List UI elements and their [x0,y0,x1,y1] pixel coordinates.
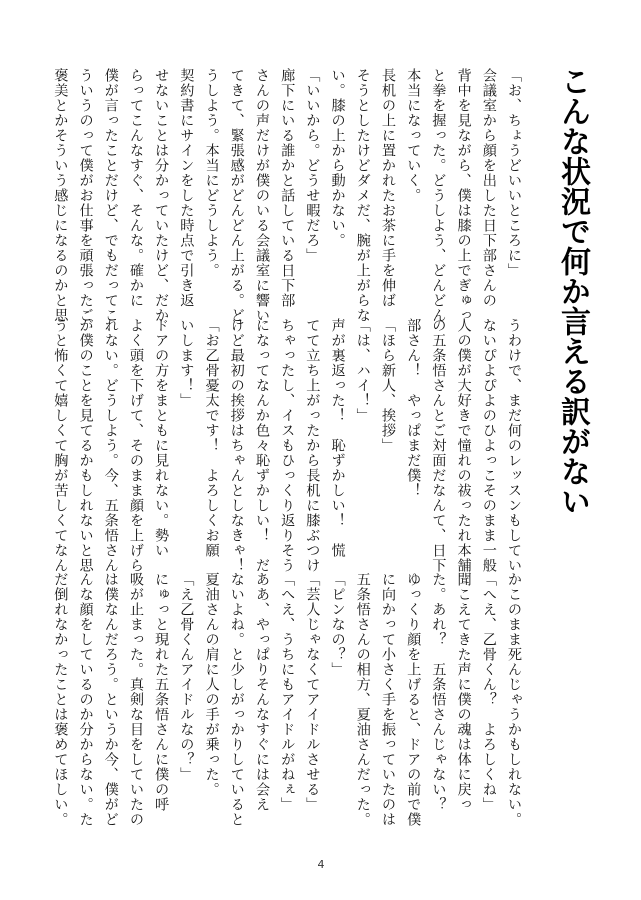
text-line: 「へえ、うちにもアイドルがねぇ」 [279,572,296,812]
text-line: ちゃったし、イスもひっくり返りそう [279,318,296,573]
text-line: た。あれ？ 五条悟さんじゃない？ [430,572,447,812]
text-line: 褒美とかそういう感じになるのかと思 [52,68,69,323]
text-line: ういうのって僕がお仕事を頑張ったご [77,68,94,323]
text-line: 「お乙骨憂太です！ よろしくお願 [203,318,220,558]
text-line: い。膝の上から動かない。 [329,68,346,248]
text-line: は僕なんだろう。というか今、僕がど [102,572,119,827]
text-line: 「芸人じゃなくてアイドルさせる」 [304,572,321,812]
text-line: ドアの方をまともに見れない。勢い [153,318,170,558]
text-line: 五条悟さんの相方、夏油さんだった。 [354,572,371,827]
text-line: と拳を握った。どうしよう、どんどん [430,68,447,323]
text-line: 本当になっていく。 [405,68,422,203]
page-number: 4 [317,858,325,871]
text-line: が僕のことを見てるかもしれないと思 [77,318,94,573]
text-line: 聞こえてきた声に僕の魂は体に戻っ [455,572,472,812]
text-line: そうとしたけどダメだ、腕が上がらな [354,68,371,323]
text-line: ないよね。と少しがっかりしていると [228,572,245,827]
text-line: になってなんか色々恥ずかしい！ だ [253,318,270,573]
text-line: 背中を見ながら、僕は膝の上でぎゅっ [455,68,472,323]
text-line: てて立ち上がったから長机に膝ぶつけ [304,318,321,573]
text-line: 声が裏返った！ 恥ずかしい！ 慌 [329,318,346,558]
chapter-title: こんな状況で何か言える訳がない [555,66,590,516]
text-line: かこのまま死んじゃうかもしれない。 [506,572,522,827]
text-line: せないことは分かっていたけど、だか [153,68,170,323]
text-line: れない。どうしよう。今、五条悟さん [102,318,119,573]
text-line: 長机の上に置かれたお茶に手を伸ば [379,68,396,308]
text-line: にゅっと現れた五条悟さんに僕の呼 [153,572,170,812]
text-line: 人の僕が大好きで憧れの祓ったれ本舗 [455,318,472,573]
text-line: てきて、緊張感がどんどん上がる。ど [228,68,245,323]
text-line: さんの声だけが僕のいる会議室に響い [253,68,270,323]
text-line: 夏油さんの肩に人の手が乗った。 [203,572,220,797]
text-line: 契約書にサインをした時点で引き返 [178,68,195,308]
text-line: んな顔をしているのか分からない。た [77,572,94,827]
text-line: に向かって小さく手を振っていたのは [379,572,396,827]
text-block-middle [52,318,526,573]
text-line: 廊下にいる誰かと話している日下部 [279,68,296,308]
text-line: けど最初の挨拶はちゃんとしなきゃ！ [228,318,245,573]
text-block-top [52,68,526,323]
text-line: 部さん！ やっぱまだ僕！ [405,318,422,498]
text-line: 「え乙骨くんアイドルなの？」 [178,572,195,782]
text-line: らってこんなすぐ、そんな。確かに [127,68,144,308]
text-line: 吸が止まった。真剣な目をしていたの [127,572,144,827]
text-line: 「いいから。どうせ暇だろ」 [304,68,321,263]
text-line: 「お、ちょうどいいところに」 [506,68,522,278]
text-line: 「ほら新人、挨拶」 [379,318,396,453]
text-line: だ倒れなかったことは褒めてほしい。 [52,572,69,827]
text-line: 「へえ、乙骨くん？ よろしくね」 [480,572,497,812]
text-line: うしよう。本当にどうしよう。 [203,68,220,278]
text-line: ああ、やっぱりそんなすぐには会え [253,572,270,812]
text-line: うと怖くて嬉しくて胸が苦しくてなん [52,318,69,573]
text-block-bottom [52,572,526,827]
text-line: 「は、ハイ！」 [354,318,371,423]
text-line: ないぴよぴよのひよっこそのまま一般 [480,318,497,573]
text-line: ゆっくり顔を上げると、ドアの前で僕 [405,572,422,827]
text-line: よく頭を下げて、そのまま顔を上げら [127,318,144,573]
text-line: 「ピンなの？」 [329,572,346,677]
text-line: 僕が言ったことだけど、でもだってこ [102,68,119,323]
text-line: いします！」 [178,318,195,408]
text-line: の五条悟さんとご対面だなんて、日下 [430,318,447,573]
text-line: 会議室から顔を出した日下部さんの [480,68,497,308]
text-line: うわけで、まだ何のレッスンもしてい [506,318,522,573]
